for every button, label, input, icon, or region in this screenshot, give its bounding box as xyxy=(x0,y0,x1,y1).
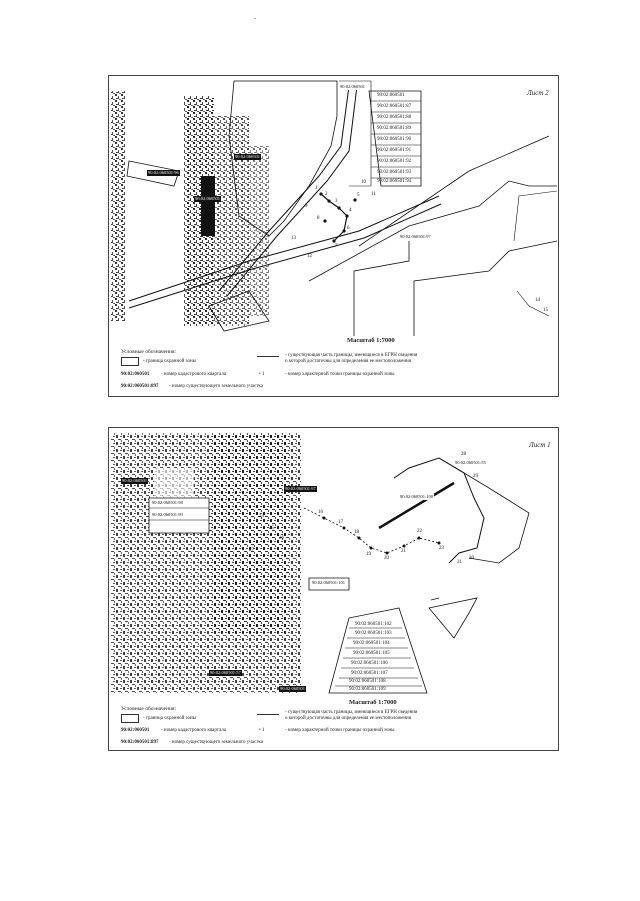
legend-quarter-text: - номер кадастрового квартала xyxy=(161,728,227,733)
parcel-stack-label: 90:02:060501:106 xyxy=(351,661,388,666)
legend-point-text: - номер характерной точки границы охранной зоны xyxy=(285,728,395,733)
map-sheet-1 xyxy=(108,427,559,751)
parcel-stack-label: 90:02:060501:92 xyxy=(377,159,412,164)
map-scale: Масштаб 1:7000 xyxy=(349,699,397,706)
point-number: 30 xyxy=(469,556,474,561)
legend-zone-text: - граница охранной зоны xyxy=(143,359,197,364)
point-number: 16 xyxy=(318,510,323,515)
parcel-label: 90:02:060501:101 xyxy=(312,580,346,585)
point-number: 4 xyxy=(349,208,352,213)
point-number: 21 xyxy=(401,549,406,554)
point-number: 6 xyxy=(347,226,350,231)
point-number: 15 xyxy=(543,308,548,313)
cadastral-quarter-label: 90:02:060501 xyxy=(340,84,366,89)
legend-quarter-code: 90:02:060501 xyxy=(121,728,150,733)
parcel-stack-label: 90:02:060501:105 xyxy=(353,651,390,656)
top-dot: . xyxy=(254,12,256,21)
parcel-outline xyxy=(339,81,371,186)
scan-noise-strip xyxy=(209,433,289,633)
boundary-points xyxy=(319,192,356,242)
cadastral-quarter-label: 90:02:060501 xyxy=(195,196,221,201)
point-number: 22 xyxy=(417,529,422,534)
scan-noise-strip xyxy=(214,116,249,326)
point-number: 19 xyxy=(366,552,371,557)
scan-noise-strip xyxy=(201,176,215,236)
parcel-label: 90:02:060501:55 xyxy=(455,460,486,465)
parcel-stack-label: 90:02:060501 xyxy=(377,93,405,98)
legend-quarter-text: - номер кадастрового квартала xyxy=(161,372,227,377)
legend-point-marker: • 1 xyxy=(259,728,265,733)
parcel-stack-label: 90:02:060501:88 xyxy=(377,115,412,120)
point-number: 28 xyxy=(461,452,466,457)
parcel-label: 90:02:060501:98 xyxy=(152,500,183,505)
point-number: 17 xyxy=(338,520,343,525)
parcel-outline xyxy=(439,458,529,563)
parcel-stack-label: 90:02:060501:94 xyxy=(377,179,412,184)
legend-title: Условные обозначения: xyxy=(121,349,177,355)
point-number: 29 xyxy=(473,474,478,479)
parcel-stack-label: 90:02:060501:109 xyxy=(349,687,386,692)
point-number: 27 xyxy=(249,548,254,553)
map-drawing xyxy=(109,428,558,698)
parcel-outline xyxy=(429,598,477,638)
zone-boundary-line xyxy=(321,194,347,241)
legend-boundary-text-2: о которой достаточны для определения ее местоположения xyxy=(285,716,411,721)
parcel-stack-label: 90:02:060501:107 xyxy=(351,671,388,676)
legend-boundary-swatch xyxy=(257,356,279,357)
legend-boundary-text: - существующая часть границы, имеющиеся в ЕГРН сведения xyxy=(285,710,418,715)
point-number: 18 xyxy=(354,530,359,535)
zone-boundary-line xyxy=(379,483,454,528)
legend-title: Условные обозначения: xyxy=(121,706,177,712)
legend-parcel-code: 90:02:060501:897 xyxy=(121,384,159,389)
point-number: 1 xyxy=(315,186,318,191)
parcel-stack-label: 90:02:060501:103 xyxy=(355,631,392,636)
map-drawing xyxy=(109,76,558,346)
parcel-label: 90:02:060501 xyxy=(235,154,261,159)
parcel-stack-label: 90:02:060501:91 xyxy=(377,148,412,153)
legend-boundary-swatch xyxy=(257,714,279,715)
parcel-stack-label: 90:02:060501:104 xyxy=(353,641,390,646)
point-number: 23 xyxy=(439,546,444,551)
point-number: 14 xyxy=(535,298,540,303)
point-number: 20 xyxy=(384,556,389,561)
cadastral-quarter-label: 90:02:060501 xyxy=(280,686,306,691)
legend-boundary-text-2: о которой достаточны для определения ее местоположения xyxy=(285,359,411,364)
scan-noise-strip xyxy=(111,91,125,321)
parcel-label: 90:02:060501:97 xyxy=(285,486,316,491)
parcel-stack-label: 90:02:060501:102 xyxy=(355,622,392,627)
cadastral-quarter-label: 90:02:060501 xyxy=(122,478,148,483)
point-number: 10 xyxy=(361,180,366,185)
point-number: 8 xyxy=(317,216,320,221)
parcel-stack-label: 90:02:060501:108 xyxy=(349,679,386,684)
legend-parcel-text: - номер существующего земельного участка xyxy=(169,384,263,389)
legend-zone-text: - граница охранной зоны xyxy=(143,716,197,721)
legend-point-marker: • 1 xyxy=(259,372,265,377)
legend-quarter-code: 90:02:060501 xyxy=(121,372,150,377)
map-sheet-2 xyxy=(108,75,559,397)
parcel-label: 90:02:060501:96 xyxy=(148,170,179,175)
sheet-number: Лист 2 xyxy=(527,89,549,97)
sheet-number: Лист 1 xyxy=(529,441,551,449)
point-number: 9 xyxy=(305,204,308,209)
scan-noise-strip xyxy=(249,146,269,316)
parcel-outline xyxy=(354,241,409,336)
point-number: 26 xyxy=(279,536,284,541)
legend-boundary-text: - существующая часть границы, имеющиеся в ЕГРН сведения xyxy=(285,353,418,358)
map-scale: Масштаб 1:7000 xyxy=(347,337,395,344)
parcel-label: 90:02:060501:57 xyxy=(210,670,241,675)
point-number: 31 xyxy=(457,560,462,565)
legend-parcel-code: 90:02:060501:897 xyxy=(121,740,159,745)
parcel-stack-label: 90:02:060501:93 xyxy=(377,170,412,175)
point-number: 12 xyxy=(307,254,312,259)
point-number: 13 xyxy=(291,236,296,241)
point-number: 3 xyxy=(335,199,338,204)
point-number: 11 xyxy=(371,192,376,197)
parcel-stack-label: 90:02:060501:87 xyxy=(377,104,412,109)
point-number: 24 xyxy=(259,514,264,519)
parcel-outline xyxy=(514,191,557,241)
legend-zone-swatch xyxy=(121,357,139,366)
parcel-stack-label: 90:02:060501:90 xyxy=(377,137,412,142)
parcel-stack-label: 90:02:060501:89 xyxy=(377,126,412,131)
point-number: 5 xyxy=(357,193,360,198)
parcel-label: 90:02:060501:97 xyxy=(400,234,431,239)
parcel-outline xyxy=(431,598,439,600)
parcel-label: 90:02:060501:99 xyxy=(152,512,183,517)
road-line xyxy=(129,196,439,301)
parcel-outline xyxy=(414,241,557,336)
point-number: 2 xyxy=(325,192,328,197)
legend-point-text: - номер характерной точки границы охранной зоны xyxy=(285,372,395,377)
point-number: 7 xyxy=(335,244,338,249)
legend-zone-swatch xyxy=(121,714,139,723)
point-number: 25 xyxy=(269,526,274,531)
legend-parcel-text: - номер существующего земельного участка xyxy=(169,740,263,745)
parcel-label: 90:02:060501:100 xyxy=(400,494,434,499)
